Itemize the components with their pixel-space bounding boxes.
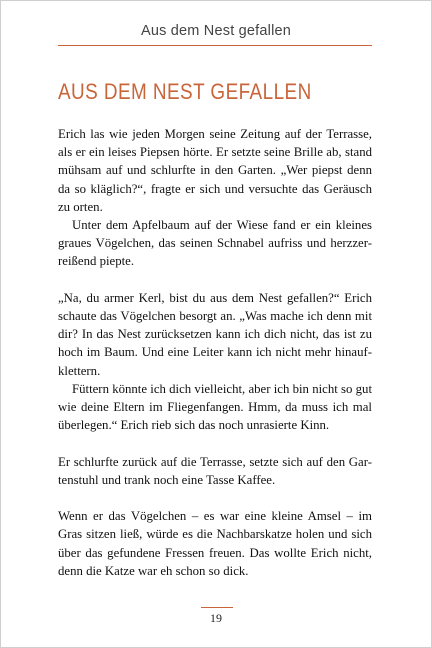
- paragraph-3: „Na, du armer Kerl, bist du aus dem Nest gefallen?“ Erich schaute das Vögelchen besorgt an. „Was mache ich denn mit dir? In das Nest zurücksetzen kann ich dich nicht, das ist zu hoch im Baum. Und eine Leiter kann ich nicht mehr hinauf-klettern.: [58, 290, 372, 378]
- body-text: [58, 125, 372, 580]
- paragraph-5: Er schlurfte zurück auf die Terrasse, setzte sich auf den Gar-tenstuhl und trank noch eine Tasse Kaffee.: [58, 454, 372, 487]
- page-number: 19: [210, 611, 222, 625]
- paragraph-1: Erich las wie jeden Morgen seine Zeitung auf der Terrasse, als er ein leises Piepsen hörte. Er setzte seine Brille ab, stand mühsam auf und schlurfte in den Garten. „Wer piepst denn da so kläglich?“, fragte er sich und versuchte das Geräusch zu orten.: [58, 127, 372, 214]
- folio-rule: [201, 607, 233, 608]
- header-rule: [58, 45, 372, 46]
- paragraph-4: Füttern könnte ich dich vielleicht, aber ich bin nicht so gut wie deine Eltern im Fliegenfangen. Hmm, da muss ich mal überlegen.“ Erich rieb sich das noch unrasierte Kinn.: [58, 381, 372, 433]
- running-head: Aus dem Nest gefallen: [140, 23, 292, 39]
- paragraph-2: Unter dem Apfelbaum auf der Wiese fand er ein kleines graues Vögelchen, das seinen Schnabel aufriss und herzzer-reißend piepte.: [58, 218, 372, 269]
- paragraph-6: Wenn er das Vögelchen – es war eine kleine Amsel – im Gras sitzen ließ, würde es die Nachbarskatze holen und sich über das gefundene Fressen freuen. Das wollte Erich nicht, denn die Katze war eh schon so dick.: [58, 509, 372, 578]
- chapter-title: AUS DEM NEST GEFALLEN: [58, 79, 312, 104]
